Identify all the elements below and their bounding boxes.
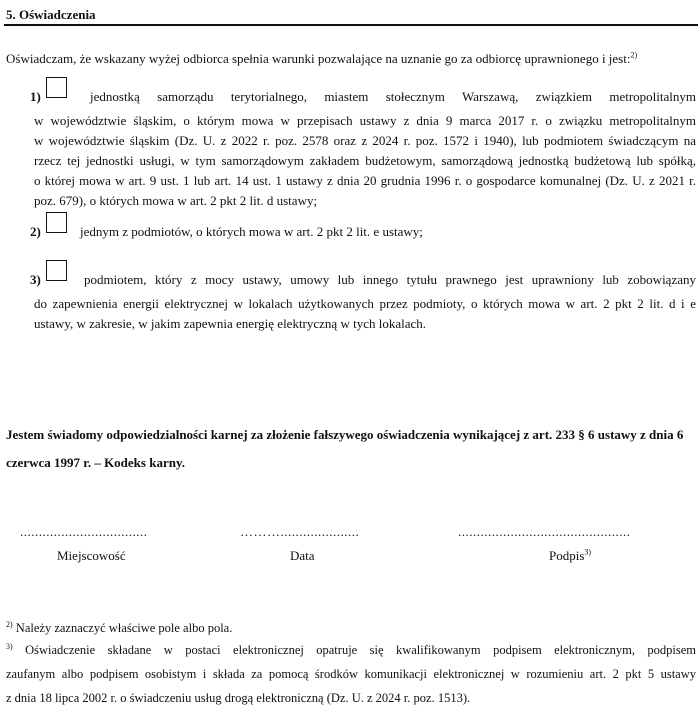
footnote-2 — [6, 621, 232, 636]
date-label: Data — [290, 548, 315, 563]
place-field[interactable]: .................................. — [20, 524, 148, 539]
option-number: 3) — [30, 272, 41, 287]
intro-sentence: Oświadczam, że wskazany wyżej odbiorca spełnia warunki pozwalające na uznanie go za odbiorcę uprawnionego i jest: — [6, 51, 631, 66]
option-1-line: w województwie śląskim (Dz. U. z 2022 r. poz. 2578 oraz z 2024 r. poz. 1572 i 1940), lub podmiotem świadczącym na — [34, 133, 696, 148]
place-label: Miejscowość — [57, 548, 126, 563]
footnote-3 — [6, 643, 696, 658]
option-3-checkbox[interactable] — [46, 260, 67, 281]
option-1-line: poz. 679), o których mowa w art. 2 pkt 2 lit. d ustawy; — [34, 193, 318, 208]
option-2-checkbox[interactable] — [46, 212, 67, 233]
intro-text — [6, 51, 696, 67]
footnote-text: Należy zaznaczyć właściwe pole albo pola. — [15, 621, 233, 635]
option-number: 2) — [30, 224, 41, 239]
option-number: 1) — [30, 89, 41, 104]
option-3-line: do zapewnienia energii elektrycznej w lokalach użytkowanych przez podmioty, o których mowa w art. 2 pkt 2 lit. d i e — [34, 296, 696, 311]
title-rule — [4, 24, 698, 26]
option-2 — [30, 224, 77, 240]
signature-label — [549, 548, 591, 564]
footnote-mark: 3) — [6, 641, 13, 651]
footnote-3-line: zaufanym albo podpisem osobistym i składa za pomocą środków komunikacji elektronicznej w rozumieniu art. 2 pkt 5 ustawy — [6, 667, 696, 681]
date-field[interactable]: ………..................... — [240, 524, 360, 539]
footnote-3-line: z dnia 18 lipca 2002 r. o świadczeniu usług drogą elektroniczną (Dz. U. z 2024 r. poz. 1513). — [6, 691, 471, 705]
option-1-line: rzecz tej jednostki usługi, w tym samorządowym zakładem budżetowym, samorządową jednostką budżetową lub spółką, — [34, 153, 696, 168]
option-2-line: jednym z podmiotów, o których mowa w art. 2 pkt 2 lit. e ustawy; — [80, 224, 423, 239]
option-3 — [30, 272, 77, 288]
option-1-line: o której mowa w art. 9 ust. 1 lub art. 14 ust. 1 ustawy z dnia 20 grudnia 1996 r. o gospodarce komunalnej (Dz. U. z 2021 r. — [34, 173, 696, 188]
intro-footnote-ref: 2) — [630, 50, 638, 60]
footnote-mark: 2) — [6, 619, 13, 629]
option-1-line: jednostką samorządu terytorialnego, miastem stołecznym Warszawą, związkiem metropolitalnym — [90, 89, 696, 104]
option-1-line: w województwie śląskim, o którym mowa w przepisach ustawy z dnia 9 marca 2017 r. o związku metropolitalnym — [34, 113, 696, 128]
option-3-line: ustawy, w zakresie, w jakim zapewnia energię elektryczną w tych lokalach. — [34, 316, 426, 331]
option-1 — [30, 89, 77, 105]
option-3-line: podmiotem, który z mocy ustawy, umowy lub innego tytułu prawnego jest uprawniony lub zobowiązany — [84, 272, 696, 287]
signature-field[interactable]: .............................................. — [458, 524, 631, 539]
signature-footnote-ref: 3) — [584, 547, 592, 557]
criminal-liability-statement: Jestem świadomy odpowiedzialności karnej za złożenie fałszywego oświadczenia wynikającej z art. 233 § 6 ustawy z dnia 6 czerwca 1997 r. – Kodeks karny. — [6, 427, 684, 470]
option-1-checkbox[interactable] — [46, 77, 67, 98]
signature-label-text: Podpis — [549, 548, 585, 563]
section-title: 5. Oświadczenia — [6, 7, 96, 22]
footnote-text: Oświadczenie składane w postaci elektronicznej opatruje się kwalifikowanym podpisem elektronicznym, podpisem — [25, 643, 696, 657]
